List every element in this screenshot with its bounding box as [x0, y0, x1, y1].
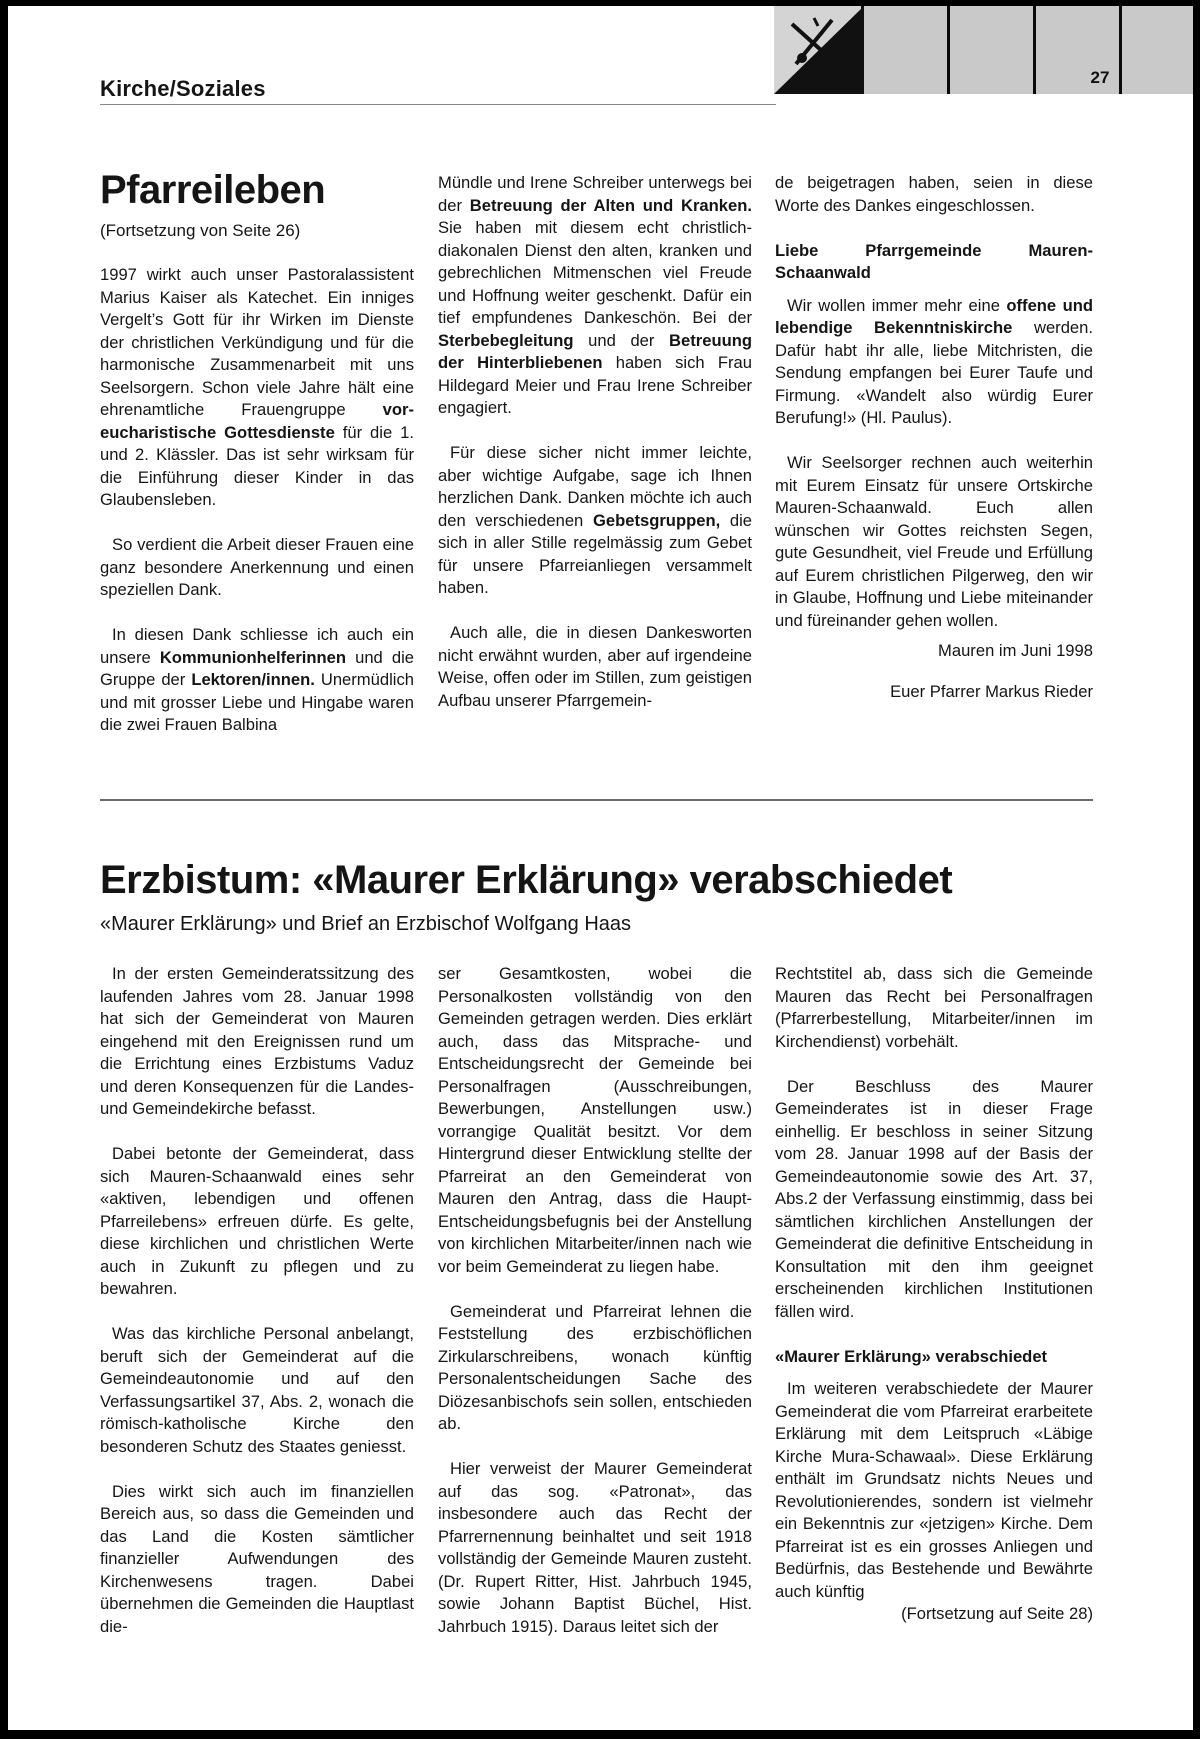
page-number: 27	[1090, 68, 1110, 87]
article2-column-2	[438, 963, 752, 1661]
place-date: Mauren im Juni 1998	[938, 641, 1093, 660]
paragraph: Hier verweist der Maurer Gemeinderat auf das sog. «Patronat», das insbesondere auch das Recht der Pfarrernennung beinhaltet und seit 1918 vollständig der Gemeinde Mauren zusteht. (Dr. Rupert Ritter, Hist. Jahrbuch 1945, sowie Johann Baptist Büchel, Hist. Jahrbuch 1915). Daraus leitet sich der	[438, 1459, 752, 1636]
paragraph: Für diese sicher nicht immer leichte, aber wichtige Aufgabe, sage ich Ihnen herzlichen Dank. Danken möchte ich auch den verschiedenen Gebetsgruppen, die sich in aller Stille regelmässig zum Gebet für unsere Pfarreianliegen versammelt haben.	[438, 443, 752, 597]
article2-column-3	[775, 963, 1093, 1626]
article1-continued-from: (Fortsetzung von Seite 26)	[100, 221, 301, 240]
paragraph: Dabei betonte der Gemeinderat, dass sich Mauren-Schaanwald eines sehr «aktiven, lebendigen und offenen Pfarreilebens» erfreuen dürfe. Es gelte, diese kirchlichen und christlichen Werte auch in Zukunft zu pflegen und zu bewahren.	[100, 1144, 414, 1298]
paragraph: Was das kirchliche Personal anbelangt, beruft sich der Gemeinderat auf die Gemeindeautonomie und auf den Verfassungsartikel 37, Abs. 2, wonach die römisch-katholische Kirche den besonderen Schutz des Staates geniesst.	[100, 1324, 414, 1456]
paragraph: de beigetragen haben, seien in diese Worte des Dankes eingeschlossen.	[775, 173, 1093, 215]
paragraph: So verdient die Arbeit dieser Frauen eine ganz besondere Anerkennung und einen speziellen Dank.	[100, 535, 414, 599]
article1-title: Pfarreileben	[100, 168, 326, 212]
paragraph: In diesen Dank schliesse ich auch ein unsere Kommunionhelferinnen und die Gruppe der Lektoren/innen. Unermüdlich und mit grosser Liebe und Hingabe waren die zwei Frauen Balbina	[100, 625, 414, 734]
article1-column-2	[438, 172, 752, 735]
article1-column-1	[100, 264, 414, 759]
paragraph: ser Gesamtkosten, wobei die Personalkosten vollständig von den Gemeinden getragen werden. Dies erklärt auch, dass das Mitsprache- und Entscheidungsrecht der Gemeinde bei Personalfragen (Ausschreibungen, Bewerbungen, Anstellungen usw.) vorrangige Qualität besitzt. Vor dem Hintergrund dieser Entwicklung stellte der Pfarreirat an den Gemeinderat von Mauren den Antrag, dass die Haupt- Entscheidungsbefugnis bei der Anstellung von kirchlichen Mitarbeiter/innen nach wie vor beim Gemeinderat zu liegen habe.	[438, 964, 752, 1276]
article-divider	[100, 799, 1093, 801]
section-label: Kirche/Soziales	[100, 76, 266, 101]
article2-subtitle: «Maurer Erklärung» und Brief an Erzbischof Wolfgang Haas	[100, 913, 632, 935]
article2-title: Erzbistum: «Maurer Erklärung» verabschiedet	[100, 858, 953, 902]
article1-column-3	[775, 172, 1093, 721]
right-edge	[1193, 0, 1200, 1739]
section-heading: Liebe Pfarrgemeinde Mauren-Schaanwald	[775, 240, 1093, 282]
section-heading: «Maurer Erklärung» verabschiedet	[775, 1346, 1048, 1366]
paragraph: Gemeinderat und Pfarreirat lehnen die Feststellung des erzbischöflichen Zirkularschreibens, wonach künftig Personalentscheidungen Sache des Diözesanbischofs sein sollen, entschieden ab.	[438, 1301, 752, 1433]
paragraph: Wir wollen immer mehr eine offene und lebendige Bekenntniskirche werden. Dafür habt ihr alle, liebe Mitchristen, die Sendung empfangen bei Eurer Taufe und Firmung. «Wandelt also würdig Eurer Berufung!» (Hl. Paulus).	[775, 295, 1094, 427]
header-rule	[100, 104, 776, 105]
continued-note: (Fortsetzung auf Seite 28)	[901, 1604, 1093, 1623]
paragraph: Dies wirkt sich auch im finanziellen Bereich aus, so dass die Gemeinden und das Land die Kosten sämtlicher finanzieller Aufwendungen des Kirchenwesens tragen. Dabei übernehmen die Gemeinden die Hauptlast die-	[100, 1481, 414, 1636]
paragraph: Auch alle, die in diesen Dankesworten nicht erwähnt wurden, aber auf irgendeine Weise, offen oder im Stillen, zum geistigen Aufbau unserer Pfarrgemein-	[438, 623, 752, 710]
paragraph: Im weiteren verabschiedete der Maurer Gemeinderat die vom Pfarreirat erarbeitete Erklärung mit dem Leitspruch «Läbige Kirche Mura-Schawaal». Diese Erklärung enthält im Grundsatz nichts Neues und Revolutionierendes, sondern ist vielmehr ein Bekenntnis zur «jetzigen» Kirche. Dem Pfarreirat ist es ein grosses Anliegen und Bedürfnis, das Bestehende und Bewährte auch künftig	[775, 1379, 1093, 1601]
crossed-keys-icon	[774, 6, 864, 94]
bottom-edge	[0, 1730, 1200, 1739]
article2-column-1	[100, 963, 414, 1661]
header-grid	[774, 6, 1193, 94]
paragraph: Wir Seelsorger rechnen auch weiterhin mit Eurem Einsatz für unsere Ortskirche Mauren-Schaanwald. Euch allen wünschen wir Gottes reichsten Segen, gute Gesundheit, viel Freude und Erfüllung auf Eurem christlichen Pilgerweg, den wir in Glaube, Hoffnung und Liebe miteinander und füreinander gehen wollen.	[775, 453, 1093, 630]
paragraph: Mündle und Irene Schreiber unterwegs bei der Betreuung der Alten und Kranken. Sie haben mit diesem echt christlich-diakonalen Dienst den alten, kranken und gebrechlichen Mitmenschen viel Freude und Hoffnung weiter geschenkt. Dafür ein tief empfundenes Dankeschön. Bei der Sterbebegleitung und der Betreuung der Hinterbliebenen haben sich Frau Hildegard Meier und Frau Irene Schreiber engagiert.	[438, 173, 752, 417]
paragraph: 1997 wirkt auch unser Pastoralassistent Marius Kaiser als Katechet. Ein inniges Vergelt’s Gott für ihr Wirken im Dienste der christlichen Verkündigung und für die harmonische Zusammenarbeit mit uns Seelsorgern. Schon viele Jahre hält eine ehrenamtliche Frauengruppe vor-eucharistische Gottesdienste für die 1. und 2. Klässler. Das ist sehr wirksam für die Einführung dieser Kinder in das Glaubensleben.	[100, 265, 414, 509]
paragraph: Der Beschluss des Maurer Gemeinderates ist in dieser Frage einhellig. Er beschloss in seiner Sitzung vom 28. Januar 1998 auf der Basis der Gemeindeautonomie sowie des Art. 37, Abs.2 der Verfassung einstimmig, dass bei sämtlichen kirchlichen Anstellungen der Gemeinderat die definitive Entscheidung in Konsultation mit den ihm geeignet erscheinenden kirchlichen Institutionen fällen wird.	[775, 1076, 1093, 1321]
left-edge	[0, 0, 8, 1739]
paragraph: In der ersten Gemeinderatssitzung des laufenden Jahres vom 28. Januar 1998 hat sich der Gemeinderat von Mauren eingehend mit den Ereignissen rund um die Errichtung eines Erzbistums Vaduz und deren Konsequenzen für die Landes- und Gemeindekirche befasst.	[100, 964, 414, 1118]
signature: Euer Pfarrer Markus Rieder	[890, 681, 1093, 701]
paragraph: Rechtstitel ab, dass sich die Gemeinde Mauren das Recht bei Personalfragen (Pfarrerbestellung, Mitarbeiter/innen im Kirchendienst) vorbehält.	[775, 964, 1093, 1051]
